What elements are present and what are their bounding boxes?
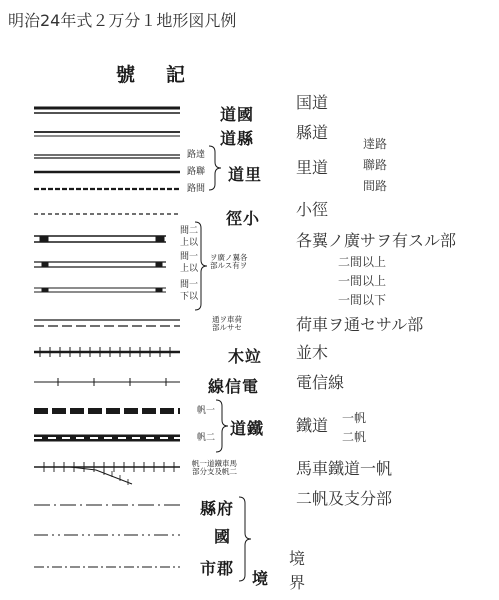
namiki-label: 木竝 bbox=[228, 347, 263, 366]
brace-kyokai bbox=[239, 497, 251, 581]
gloss-kyokai-1: 境 bbox=[289, 549, 306, 568]
gloss-rido-sub: 聯路 bbox=[363, 158, 388, 172]
kendo-symbol bbox=[34, 132, 180, 136]
gloss-tetsudo-sub: 二帆 bbox=[342, 430, 367, 444]
width-sub-label: 間二 bbox=[180, 226, 199, 236]
kyokai-label: 境 bbox=[252, 569, 270, 588]
document-title: 明治24年式２万分１地形図凡例 bbox=[8, 11, 237, 30]
basha-symbol bbox=[34, 462, 180, 485]
gloss-kendo: 縣道 bbox=[296, 123, 329, 142]
width-label: ヲ廣ノ翼各 部ルス有ヲ bbox=[210, 253, 248, 270]
rido-label: 道里 bbox=[228, 165, 263, 184]
gloss-nihan: 二帆及支分部 bbox=[296, 489, 393, 508]
gloss-basha: 馬車鐵道一帆 bbox=[296, 459, 393, 478]
gloss-shokei: 小徑 bbox=[296, 200, 329, 219]
width-sub-label: 間一 bbox=[180, 252, 199, 262]
gloss-kokudo: 国道 bbox=[296, 93, 329, 112]
gloss-tetsudo: 鐵道 bbox=[296, 416, 329, 435]
kyokai-sub-label: 市郡 bbox=[200, 559, 235, 578]
tetsudo-sub-label: 帆二 bbox=[197, 433, 216, 443]
brace-tetsudo bbox=[216, 400, 228, 452]
kendo-label: 道縣 bbox=[220, 129, 255, 148]
tetsudo-label: 道鐵 bbox=[230, 419, 265, 438]
gloss-denshin: 電信線 bbox=[296, 373, 345, 392]
denshin-symbol bbox=[34, 378, 180, 386]
legend-heading: 號 記 bbox=[116, 64, 192, 86]
kyokai-sub-label: 縣府 bbox=[200, 499, 235, 518]
rido-sub-label: 路聯 bbox=[187, 167, 206, 177]
width-sub-label: 間一 bbox=[180, 280, 199, 290]
width-symbols bbox=[34, 236, 166, 292]
gloss-width-sub: 一間以上 bbox=[338, 274, 387, 288]
gloss-width-sub: 一間以下 bbox=[338, 293, 387, 307]
rido-symbols bbox=[34, 155, 180, 189]
kokudo-symbol bbox=[34, 108, 180, 113]
width-sub-label: 上以 bbox=[180, 238, 199, 248]
nisha-symbol bbox=[34, 320, 180, 326]
gloss-width: 各翼ノ廣サヲ有スル部 bbox=[296, 231, 457, 250]
gloss-namiki: 並木 bbox=[296, 343, 329, 362]
rido-sub-label: 路達 bbox=[187, 150, 206, 160]
tetsudo-sub-label: 帆一 bbox=[197, 406, 216, 416]
basha-label: 帆一道鐵車馬 部分支及帆二 bbox=[192, 459, 237, 476]
gloss-kyokai-2: 界 bbox=[289, 573, 306, 592]
gloss-rido-sub: 間路 bbox=[363, 179, 388, 193]
namiki-symbol bbox=[34, 347, 180, 357]
kokudo-label: 道國 bbox=[220, 105, 255, 124]
gloss-nisha: 荷車ヲ通セサル部 bbox=[296, 315, 424, 334]
gloss-width-sub: 二間以上 bbox=[338, 255, 387, 269]
shokei-label: 徑小 bbox=[226, 209, 261, 228]
tetsudo-symbols bbox=[34, 411, 180, 438]
gloss-rido: 里道 bbox=[296, 158, 329, 177]
kyokai-sub-label: 國 bbox=[214, 527, 232, 546]
width-sub-label: 上以 bbox=[180, 264, 199, 274]
gloss-rido-sub: 達路 bbox=[363, 137, 388, 151]
gloss-tetsudo-sub: 一帆 bbox=[342, 411, 367, 425]
kyokai-symbols bbox=[34, 505, 180, 567]
rido-sub-label: 路間 bbox=[187, 184, 206, 194]
nisha-label: 通ヲ車荷 部ルサセ bbox=[212, 315, 242, 332]
width-sub-label: 下以 bbox=[180, 292, 199, 302]
denshin-label: 線信電 bbox=[208, 377, 260, 396]
brace-rido bbox=[209, 146, 221, 190]
